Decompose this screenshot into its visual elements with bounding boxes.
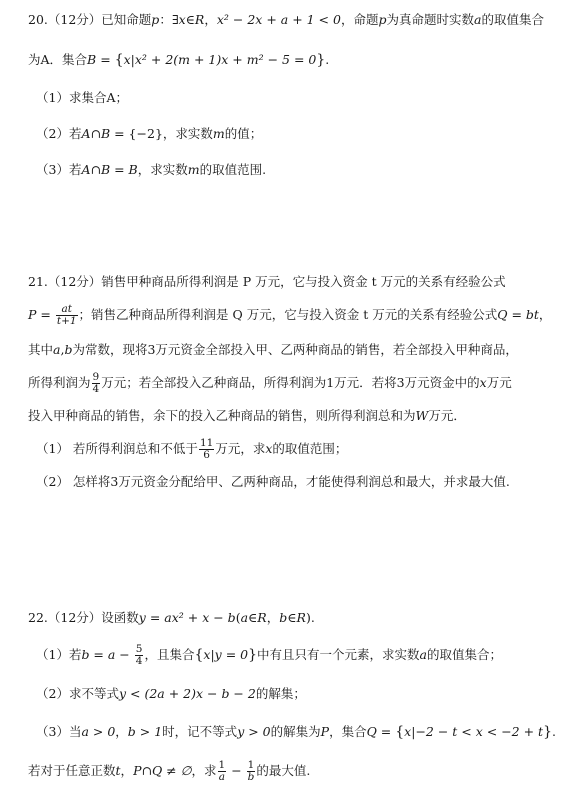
q21-text: 所得利润为 (28, 375, 91, 390)
fraction (199, 438, 214, 461)
q22-text: . (552, 724, 556, 739)
q22-part-2 (36, 684, 306, 704)
q20-text: 20.（12分）已知命题 (28, 12, 152, 27)
q21-text: 21.（12分）销售甲种商品所得利润是 P 万元，它与投入资金 t 万元的关系有经验公式 (28, 274, 506, 289)
math-var: R (296, 610, 306, 625)
q21-part-2 (36, 472, 510, 492)
math-expression: y > 0 (237, 724, 271, 739)
q21-line-2 (28, 304, 551, 327)
math-expression: A∩B (81, 126, 111, 141)
q21-text: （1） 若所得利润总和不低于 (36, 441, 198, 456)
q20-text: （2）若 (36, 126, 82, 141)
math-expression: y = ax² + x − b (138, 610, 236, 625)
q20-text: ，命题 (340, 12, 379, 27)
q22-line-last (28, 760, 310, 783)
q22-text: ，且集合 (144, 647, 195, 662)
math-var: R (194, 12, 205, 27)
set-brace: } (316, 52, 326, 68)
math-symbol: ). (305, 610, 315, 625)
q22-text: 22.（12分）设函数 (28, 610, 139, 625)
q21-line-4 (28, 372, 512, 395)
math-var: x (178, 12, 186, 27)
q22-text: （3）当 (36, 724, 82, 739)
q20-text: 为A．集合 (28, 52, 88, 67)
math-var: a (53, 342, 61, 357)
math-var: a (474, 12, 482, 27)
set-brace: { (114, 52, 124, 68)
math-var: x (123, 52, 131, 67)
fraction-numerator: 11 (199, 437, 214, 449)
q22-text: （1）若 (36, 647, 82, 662)
fraction (56, 304, 78, 327)
math-expression: y < (2a + 2)x − b − 2 (118, 686, 256, 701)
set-brace: } (248, 647, 258, 663)
fraction-numerator: 1 (218, 759, 226, 771)
math-expression: b > 1 (127, 724, 163, 739)
math-var: p (151, 12, 160, 27)
math-symbol: ∈ (248, 610, 258, 625)
math-var: a (419, 647, 427, 662)
q21-text: 万元；若全部投入乙种商品，所得利润为1万元．若将3万元资金中的 (101, 375, 480, 390)
math-var: x (479, 375, 487, 390)
math-symbol: ∈ (287, 610, 297, 625)
q20-part-1-text: （1）求集合A； (36, 90, 128, 105)
math-var: p (378, 12, 387, 27)
math-expression: Q = bt (497, 307, 539, 322)
math-expression: = {−2} (110, 126, 163, 141)
math-var: B (87, 52, 97, 67)
math-expression: x² + 2(m + 1)x + m² − 5 = 0 (134, 52, 317, 67)
q22-text: 的最大值. (256, 763, 311, 778)
q21-line-1 (28, 272, 506, 292)
q20-text: 为真命题时实数 (386, 12, 475, 27)
q21-text: 为常数，现将3万元资金全部投入甲、乙两种商品的销售，若全部投入甲种商品， (72, 342, 518, 357)
math-var: P (320, 724, 330, 739)
q20-part-3 (36, 160, 266, 180)
q20-text: ，求实数 (162, 126, 213, 141)
q21-text: 万元 (486, 375, 512, 390)
q20-text: ， (204, 12, 217, 27)
fraction-numerator: 9 (92, 371, 100, 383)
math-expression: Q = (366, 724, 396, 739)
math-var: b (279, 610, 288, 625)
q20-text: 的取值范围. (199, 162, 267, 177)
math-var: b (64, 342, 73, 357)
math-symbol: | (130, 52, 135, 67)
q21-text: 万元，求 (215, 441, 266, 456)
math-var: x (203, 647, 211, 662)
q20-text: . (325, 52, 330, 67)
q22-text: ， (115, 724, 128, 739)
fraction-numerator: 1 (247, 759, 255, 771)
q21-text: ；销售乙种商品所得利润是 Q 万元，它与投入资金 t 万元的关系有经验公式 (78, 307, 498, 322)
q20-part-1 (36, 88, 128, 108)
math-expression: x² − 2x + a + 1 < 0 (216, 12, 341, 27)
math-var: x (265, 441, 273, 456)
q22-text: 时，记不等式 (162, 724, 238, 739)
fraction (247, 760, 256, 783)
q21-text: 其中 (28, 342, 54, 357)
fraction-denominator: 4 (135, 655, 143, 667)
q21-text: , (60, 342, 65, 357)
q21-text: 万元． (428, 408, 466, 423)
q20-part-2 (36, 124, 262, 144)
math-expression: b = a − (81, 647, 134, 662)
q21-line-5 (28, 406, 466, 426)
math-expression: P∩Q ≠ ∅ (133, 763, 192, 778)
math-expression: y = 0 (214, 647, 249, 662)
q22-text: 若对于任意正数 (28, 763, 116, 778)
q22-text: ， (266, 610, 280, 625)
fraction (218, 760, 227, 783)
q20-text: ，求实数 (137, 162, 188, 177)
fraction (92, 372, 101, 395)
fraction (135, 644, 144, 667)
fraction-denominator: 4 (92, 383, 100, 395)
q21-text: 的取值范围； (272, 441, 348, 456)
q22-part-3 (36, 722, 556, 742)
fraction-numerator: at (56, 304, 78, 316)
q22-text: ，集合 (329, 724, 367, 739)
fraction-denominator: a (218, 771, 225, 783)
q20-text: 的值； (224, 126, 263, 141)
q20-text: ：∃ (159, 12, 179, 27)
math-var: a (240, 610, 249, 625)
math-var: R (257, 610, 267, 625)
math-expression: −2 − t < x < −2 + t (415, 724, 544, 739)
q22-text: ，求 (191, 763, 217, 778)
math-expression: A∩B = B (81, 162, 138, 177)
q22-part-1 (36, 644, 502, 667)
math-symbol: | (411, 724, 416, 739)
q22-text: 的解集； (255, 686, 306, 701)
math-var: m (187, 162, 200, 177)
math-symbol: ∈ (185, 12, 195, 27)
q21-text: 投入甲种商品的销售，余下的投入乙种商品的销售，则所得利润总和为 (28, 408, 416, 423)
fraction-numerator: 5 (135, 643, 143, 655)
q20-text: （3）若 (36, 162, 82, 177)
math-symbol: − (227, 763, 246, 778)
fraction-denominator: b (247, 771, 255, 783)
q20-text: 的取值集合 (481, 12, 544, 27)
q21-text: ， (538, 307, 552, 322)
set-brace: } (543, 724, 553, 740)
set-brace: { (395, 724, 405, 740)
q20-line-2 (28, 50, 329, 70)
q22-line-1 (28, 608, 315, 628)
set-brace: { (194, 647, 204, 663)
math-expression: a > 0 (81, 724, 116, 739)
q21-part-2-text: （2） 怎样将3万元资金分配给甲、乙两种商品，才能使得利润总和最大，并求最大值. (36, 474, 510, 489)
q20-line-1 (28, 10, 544, 30)
q22-text: ， (120, 763, 134, 778)
q21-part-1 (36, 438, 347, 461)
math-var: W (415, 408, 429, 423)
math-var: m (212, 126, 225, 141)
math-expression: P = (28, 307, 55, 322)
q21-line-3 (28, 340, 518, 360)
q22-text: 的解集为 (270, 724, 321, 739)
q22-text: （2）求不等式 (36, 686, 119, 701)
math-var: t (115, 763, 121, 778)
fraction-denominator: t+1 (56, 315, 77, 327)
math-symbol: ( (235, 610, 241, 625)
math-var: x (404, 724, 412, 739)
q22-text: 的取值集合； (426, 647, 502, 662)
fraction-denominator: 6 (203, 449, 210, 461)
q22-text: 中有且只有一个元素，求实数 (257, 647, 420, 662)
math-symbol: | (210, 647, 215, 662)
math-symbol: = (96, 52, 115, 67)
